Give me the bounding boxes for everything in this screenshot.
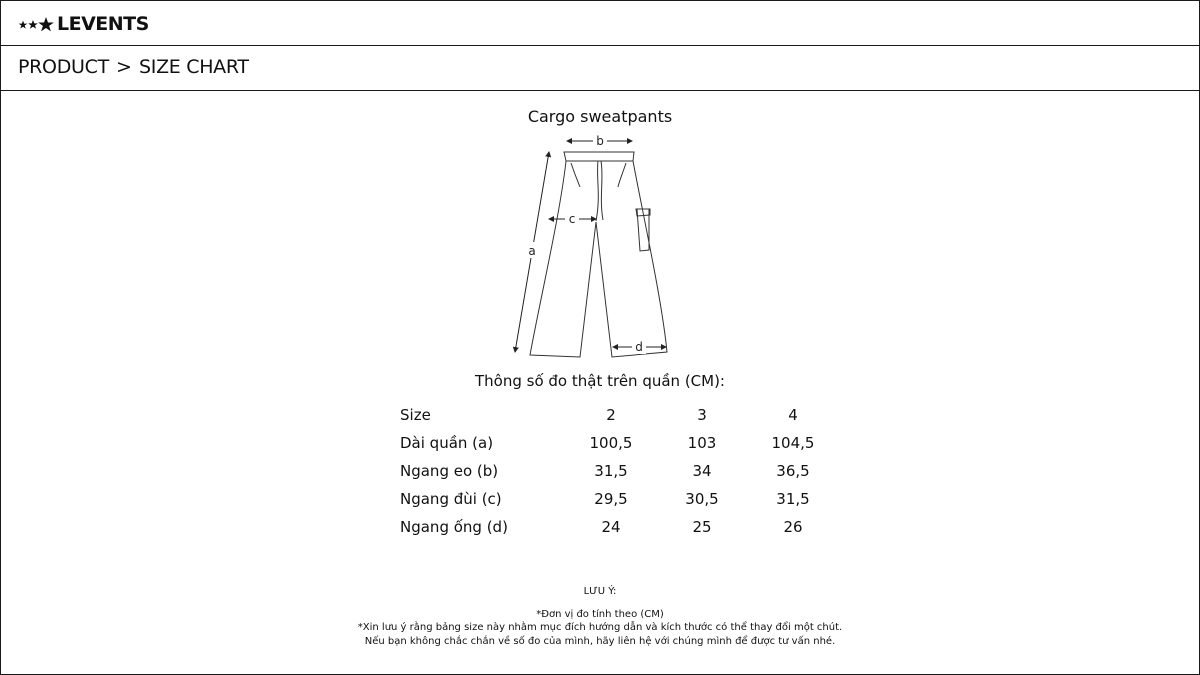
table-cell: 31,5 — [594, 462, 628, 480]
table-row — [390, 485, 844, 513]
size-header-4: 4 — [788, 406, 798, 424]
notes-line-unit: *Đơn vị đo tính theo (CM) — [536, 608, 664, 620]
measure-d-label: d — [635, 340, 643, 354]
pants-measurement-diagram — [500, 130, 700, 365]
measure-b-label: b — [596, 134, 604, 148]
row-label: Ngang eo (b) — [400, 462, 499, 480]
row-label: Ngang đùi (c) — [400, 490, 502, 508]
table-cell: 34 — [692, 462, 712, 480]
table-cell: 29,5 — [594, 490, 628, 508]
size-table — [390, 401, 844, 541]
table-cell: 104,5 — [771, 434, 815, 452]
table-cell: 36,5 — [776, 462, 810, 480]
top-bar — [0, 0, 1200, 46]
notes-line-disclaimer: *Xin lưu ý rằng bảng size này nhằm mục đích hướng dẫn và kích thước có thể thay đổi một chút. — [357, 622, 843, 633]
breadcrumb-product-link[interactable]: PRODUCT — [18, 56, 109, 78]
table-row — [390, 457, 844, 485]
three-stars-icon — [18, 16, 56, 32]
table-cell: 24 — [601, 518, 621, 536]
notes-line-contact: Nếu bạn không chắc chắn về số đo của mình, hãy liên hệ với chúng mình để được tư vấn nhé. — [364, 635, 836, 647]
table-cell: 26 — [783, 518, 803, 536]
size-header-3: 3 — [697, 406, 707, 424]
spec-table-title: Thông số đo thật trên quần (CM): — [475, 372, 725, 390]
table-row — [390, 513, 844, 541]
measure-c-label: c — [568, 212, 576, 226]
size-header-2: 2 — [606, 406, 616, 424]
product-title: Cargo sweatpants — [527, 107, 673, 126]
table-header-label: Size — [400, 406, 431, 424]
table-cell: 30,5 — [685, 490, 719, 508]
row-label: Dài quần (a) — [400, 434, 494, 452]
table-cell: 100,5 — [589, 434, 633, 452]
table-row — [390, 429, 844, 457]
notes-heading: LƯU Ý: — [583, 586, 617, 597]
table-cell: 103 — [687, 434, 717, 452]
table-header-row — [390, 401, 844, 429]
notes-section — [0, 585, 1200, 648]
table-cell: 31,5 — [776, 490, 810, 508]
row-label: Ngang ống (d) — [400, 518, 508, 536]
breadcrumb — [0, 46, 1200, 91]
breadcrumb-current: SIZE CHART — [139, 56, 249, 78]
measure-a-label: a — [528, 244, 536, 258]
breadcrumb-separator: > — [116, 56, 132, 78]
table-cell: 25 — [692, 518, 712, 536]
brand-name: LEVENTS — [57, 13, 149, 35]
brand-logo[interactable] — [18, 12, 149, 36]
